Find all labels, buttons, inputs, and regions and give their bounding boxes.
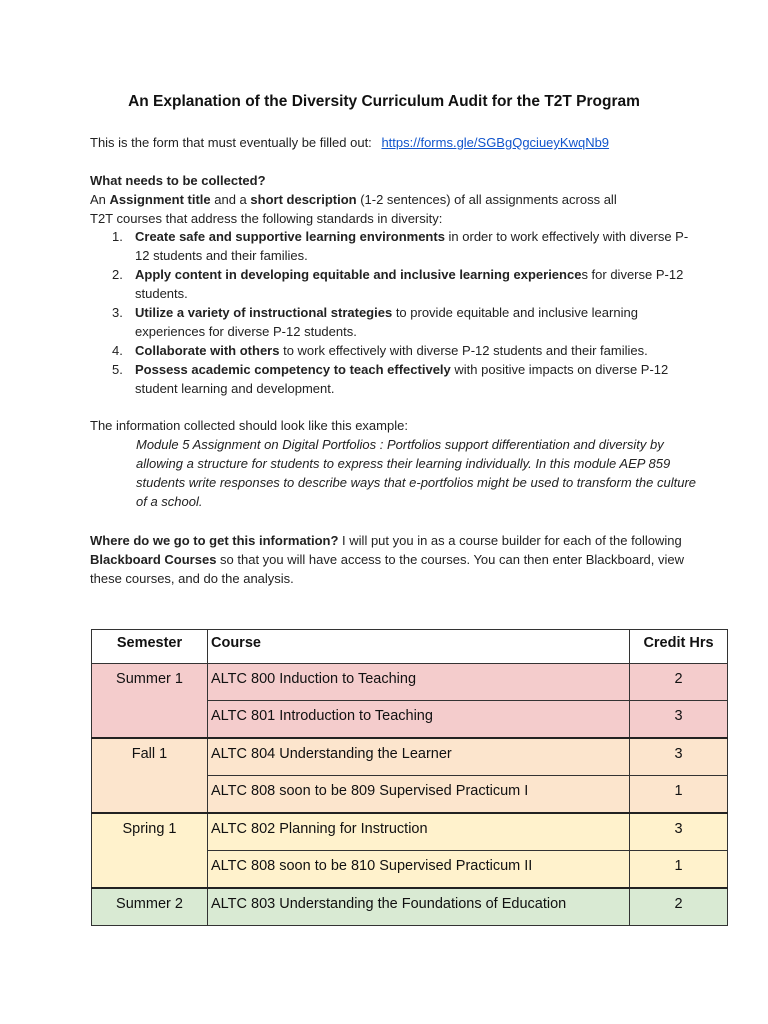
semester-cell: Summer 1 [92, 664, 208, 739]
list-item-text: s for diverse P-12 students. [135, 267, 684, 301]
courses-table [91, 629, 728, 926]
course-cell: ALTC 802 Planning for Instruction [208, 813, 630, 851]
what-section [90, 171, 690, 228]
example-text: Module 5 Assignment on Digital Portfolios : Portfolios support differentiation and diversity by allowing a structure for students to express their learning individually. In this module AEP 859 students write responses to describe ways that e-portfolios might be used to transform the culture of a school. [136, 437, 696, 509]
where-text-2: so that you will have access to the courses. You can then enter Blackboard, view these courses, and do the analysis. [90, 552, 684, 586]
list-item-text: in order to work effectively with diverse P-12 students and their families. [135, 229, 689, 263]
what-bold-short-description: short description [250, 192, 357, 207]
table-row [92, 888, 728, 926]
list-item [90, 360, 690, 398]
list-item-bold: Possess academic competency to teach effectively [135, 362, 451, 377]
table-row [92, 738, 728, 776]
what-paragraph-line2: T2T courses that address the following standards in diversity: [90, 211, 443, 226]
semester-cell: Summer 2 [92, 888, 208, 926]
credit-cell: 1 [630, 776, 728, 814]
list-item-bold: Utilize a variety of instructional strategies [135, 305, 393, 320]
list-number: 3. [112, 305, 123, 320]
credit-cell: 3 [630, 738, 728, 776]
what-heading: What needs to be collected? [90, 173, 266, 188]
where-text-1: I will put you in as a course builder for each of the following [338, 533, 682, 548]
semester-cell: Fall 1 [92, 738, 208, 813]
what-text-an: An [90, 192, 110, 207]
list-item [90, 265, 690, 303]
list-item [90, 227, 690, 265]
list-item [90, 341, 690, 360]
list-item-text: to work effectively with diverse P-12 students and their families. [279, 343, 648, 358]
course-cell: ALTC 803 Understanding the Foundations of Education [208, 888, 630, 926]
course-cell: ALTC 808 soon to be 810 Supervised Practicum II [208, 851, 630, 889]
credit-cell: 1 [630, 851, 728, 889]
table-row [92, 813, 728, 851]
what-text-and: and a [210, 192, 251, 207]
credit-cell: 2 [630, 888, 728, 926]
header-semester: Semester [92, 630, 208, 664]
list-item-text: with positive impacts on diverse P-12 student learning and development. [135, 362, 669, 396]
standards-list [90, 227, 690, 398]
header-course: Course [208, 630, 630, 664]
credit-cell: 3 [630, 701, 728, 739]
page-title: An Explanation of the Diversity Curriculum Audit for the T2T Program [128, 93, 640, 110]
credit-cell: 3 [630, 813, 728, 851]
list-item-bold: Create safe and supportive learning environments [135, 229, 445, 244]
list-item [90, 303, 690, 341]
where-question: Where do we go to get this information? [90, 533, 339, 548]
credit-cell: 2 [630, 664, 728, 701]
intro-line [90, 133, 690, 152]
table-header-row [92, 630, 728, 664]
example-lead: The information collected should look like this example: [90, 418, 408, 433]
list-item-bold: Collaborate with others [135, 343, 280, 358]
list-number: 2. [112, 267, 123, 282]
header-credit-hrs: Credit Hrs [630, 630, 728, 664]
list-number: 1. [112, 229, 123, 244]
list-number: 4. [112, 343, 123, 358]
course-cell: ALTC 808 soon to be 809 Supervised Practicum I [208, 776, 630, 814]
list-item-bold: Apply content in developing equitable and inclusive learning experience [135, 267, 582, 282]
table-row [92, 664, 728, 701]
list-number: 5. [112, 362, 123, 377]
intro-text: This is the form that must eventually be filled out: [90, 135, 372, 150]
course-cell: ALTC 804 Understanding the Learner [208, 738, 630, 776]
form-link[interactable]: https://forms.gle/SGBgQgciueyKwqNb9 [381, 135, 610, 150]
what-paragraph [90, 190, 690, 209]
where-bold-blackboard: Blackboard Courses [90, 552, 217, 567]
what-bold-assignment-title: Assignment title [109, 192, 211, 207]
where-paragraph [90, 531, 690, 588]
semester-cell: Spring 1 [92, 813, 208, 888]
what-text-rest: (1-2 sentences) of all assignments across all [356, 192, 617, 207]
course-cell: ALTC 801 Introduction to Teaching [208, 701, 630, 739]
list-item-text: to provide equitable and inclusive learning experiences for diverse P-12 students. [135, 305, 638, 339]
course-cell: ALTC 800 Induction to Teaching [208, 664, 630, 701]
